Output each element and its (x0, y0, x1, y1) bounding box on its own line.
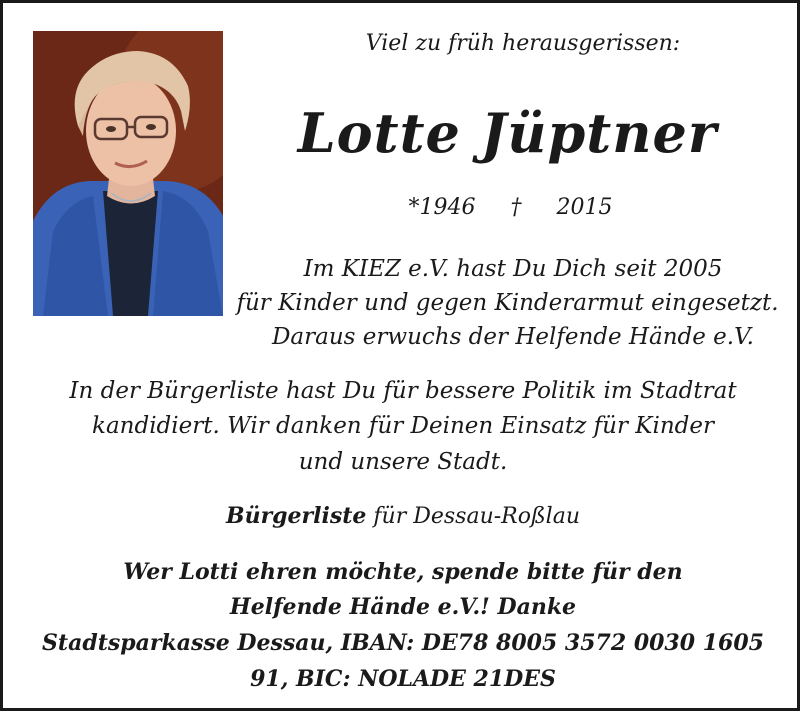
tribute-line: Im KIEZ e.V. hast Du Dich seit 2005 (303, 256, 723, 282)
signature-org: Bürgerliste (225, 503, 367, 529)
signature-suffix: für Dessau-Roßlau (366, 504, 581, 529)
header-line: Viel zu früh herausgerissen: (365, 31, 681, 56)
tribute-line: und unsere Stadt. (298, 449, 508, 475)
tribute-line: für Kinder und gegen Kinderarmut eingesetzt. (236, 290, 779, 316)
donation-line: Wer Lotti ehren möchte, spende bitte für den (123, 559, 683, 585)
bank-details-line: Stadtsparkasse Dessau, IBAN: DE78 8005 3572 0030 1605 (42, 630, 764, 656)
life-dates: *1946 † 2015 (408, 195, 613, 220)
bank-details-line: 91, BIC: NOLADE 21DES (250, 666, 556, 692)
portrait-photo (33, 31, 223, 316)
signature-line (203, 503, 603, 529)
tribute-line: Daraus erwuchs der Helfende Hände e.V. (271, 324, 754, 350)
deceased-name: Lotte Jüptner (297, 101, 718, 165)
tribute-line: kandidiert. Wir danken für Deinen Einsatz für Kinder (92, 413, 714, 439)
donation-line: Helfende Hände e.V.! Danke (229, 594, 577, 620)
tribute-line: In der Bürgerliste hast Du für bessere Politik im Stadtrat (69, 378, 737, 404)
